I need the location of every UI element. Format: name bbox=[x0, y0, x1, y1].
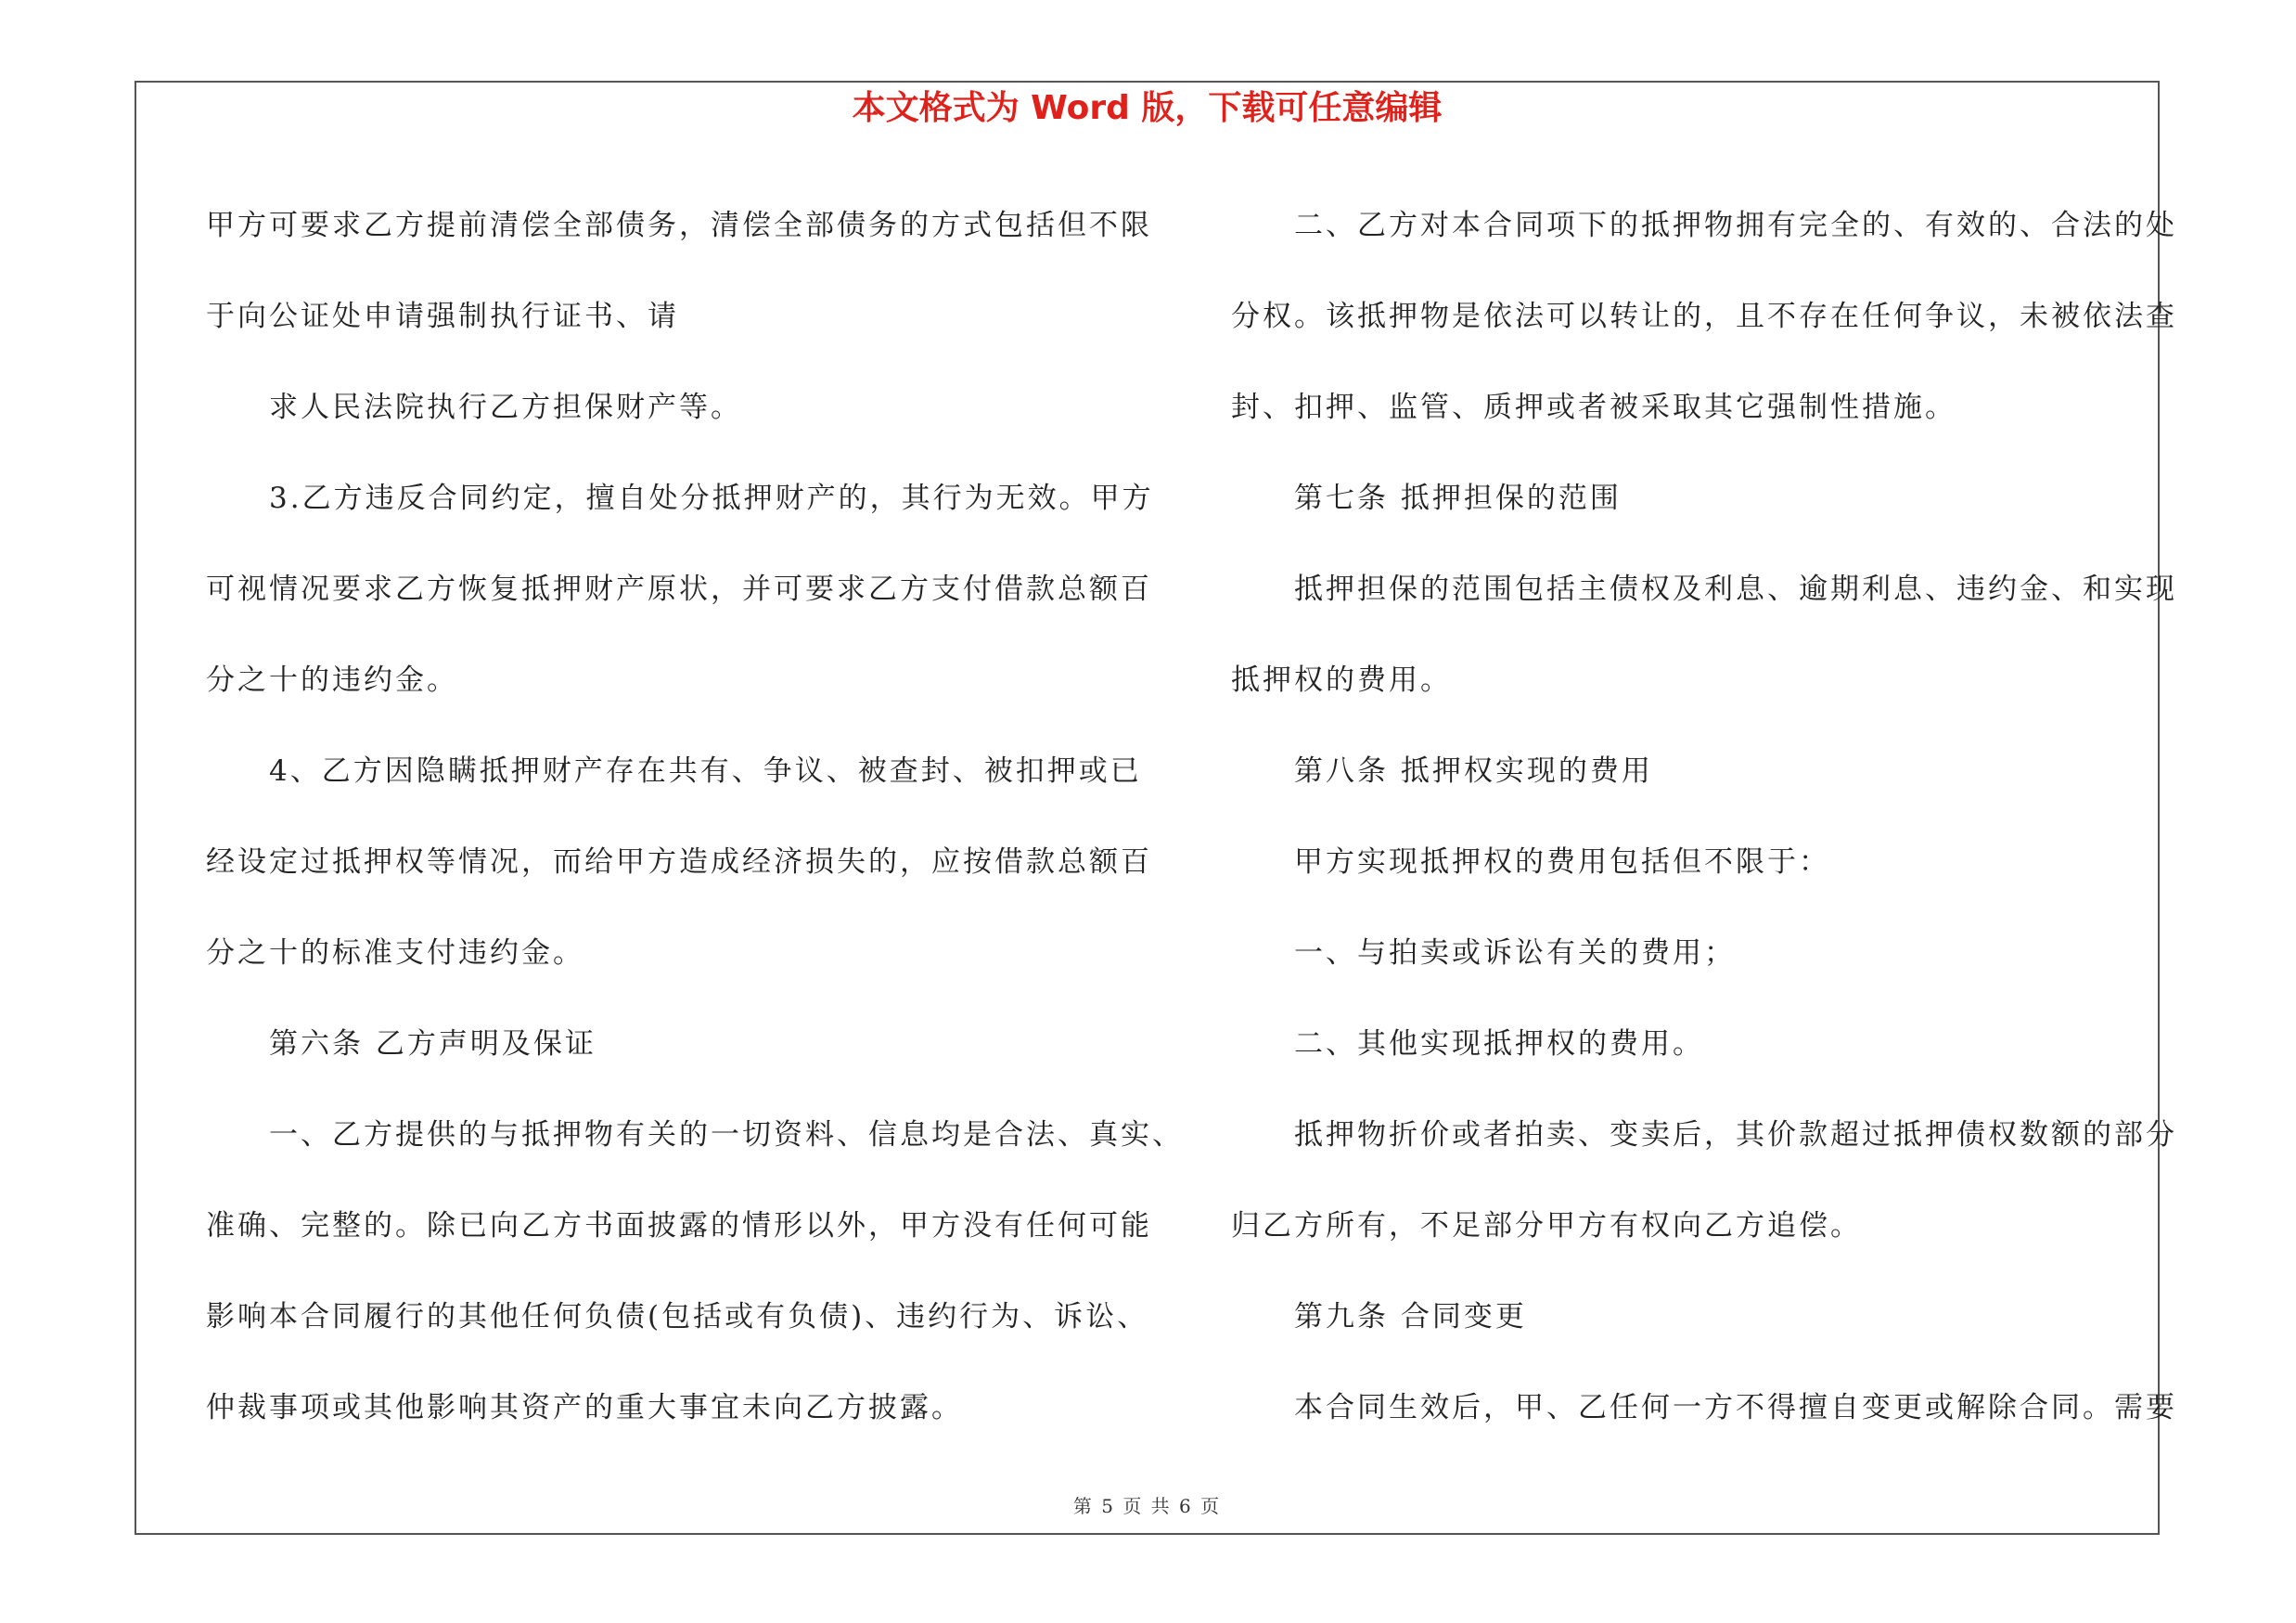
text-line: 一、乙方提供的与抵押物有关的一切资料、信息均是合法、真实、 bbox=[269, 1118, 1184, 1152]
text-line: 3.乙方违反合同约定，擅自处分抵押财产的，其行为无效。甲方 bbox=[269, 482, 1154, 515]
text-line: 一、与拍卖或诉讼有关的费用； bbox=[1294, 936, 1736, 970]
text-line: 本合同生效后，甲、乙任何一方不得擅自变更或解除合同。需要 bbox=[1294, 1391, 2177, 1424]
text-line: 二、乙方对本合同项下的抵押物拥有完全的、有效的、合法的处 bbox=[1294, 209, 2177, 242]
text-line: 4、乙方因隐瞒抵押财产存在共有、争议、被查封、被扣押或已 bbox=[269, 754, 1142, 788]
text-line: 归乙方所有，不足部分甲方有权向乙方追偿。 bbox=[1231, 1209, 1862, 1243]
text-line: 分之十的标准支付违约金。 bbox=[206, 936, 584, 970]
document-banner: 本文格式为 Word 版，下载可任意编辑 bbox=[852, 89, 1443, 127]
text-line: 甲方可要求乙方提前清偿全部债务，清偿全部债务的方式包括但不限 bbox=[206, 209, 1152, 242]
text-line: 第九条 合同变更 bbox=[1294, 1300, 1527, 1333]
text-line: 仲裁事项或其他影响其资产的重大事宜未向乙方披露。 bbox=[206, 1391, 963, 1424]
text-line: 经设定过抵押权等情况，而给甲方造成经济损失的，应按借款总额百 bbox=[206, 845, 1152, 879]
text-line: 于向公证处申请强制执行证书、请 bbox=[206, 300, 679, 333]
page-number-footer: 第 5 页 共 6 页 bbox=[1072, 1495, 1222, 1517]
text-line: 抵押权的费用。 bbox=[1231, 663, 1452, 697]
text-line: 第六条 乙方声明及保证 bbox=[269, 1027, 596, 1061]
text-line: 准确、完整的。除已向乙方书面披露的情形以外，甲方没有任何可能 bbox=[206, 1209, 1152, 1243]
text-line: 可视情况要求乙方恢复抵押财产原状，并可要求乙方支付借款总额百 bbox=[206, 573, 1152, 606]
text-line: 抵押担保的范围包括主债权及利息、逾期利息、违约金、和实现 bbox=[1294, 573, 2177, 606]
text-line: 第七条 抵押担保的范围 bbox=[1294, 482, 1622, 515]
left-column bbox=[206, 180, 1184, 1453]
text-line: 分权。该抵押物是依法可以转让的，且不存在任何争议，未被依法查 bbox=[1231, 300, 2177, 333]
text-line: 抵押物折价或者拍卖、变卖后，其价款超过抵押债权数额的部分 bbox=[1294, 1118, 2177, 1152]
text-line: 二、其他实现抵押权的费用。 bbox=[1294, 1027, 1704, 1061]
text-line: 第八条 抵押权实现的费用 bbox=[1294, 754, 1653, 788]
text-line: 求人民法院执行乙方担保财产等。 bbox=[269, 391, 742, 424]
text-line: 影响本合同履行的其他任何负债(包括或有负债)、违约行为、诉讼、 bbox=[206, 1300, 1149, 1333]
text-line: 分之十的违约金。 bbox=[206, 663, 458, 697]
right-column bbox=[1231, 180, 2177, 1453]
text-line: 甲方实现抵押权的费用包括但不限于： bbox=[1294, 845, 1830, 879]
text-line: 封、扣押、监管、质押或者被采取其它强制性措施。 bbox=[1231, 391, 1956, 424]
